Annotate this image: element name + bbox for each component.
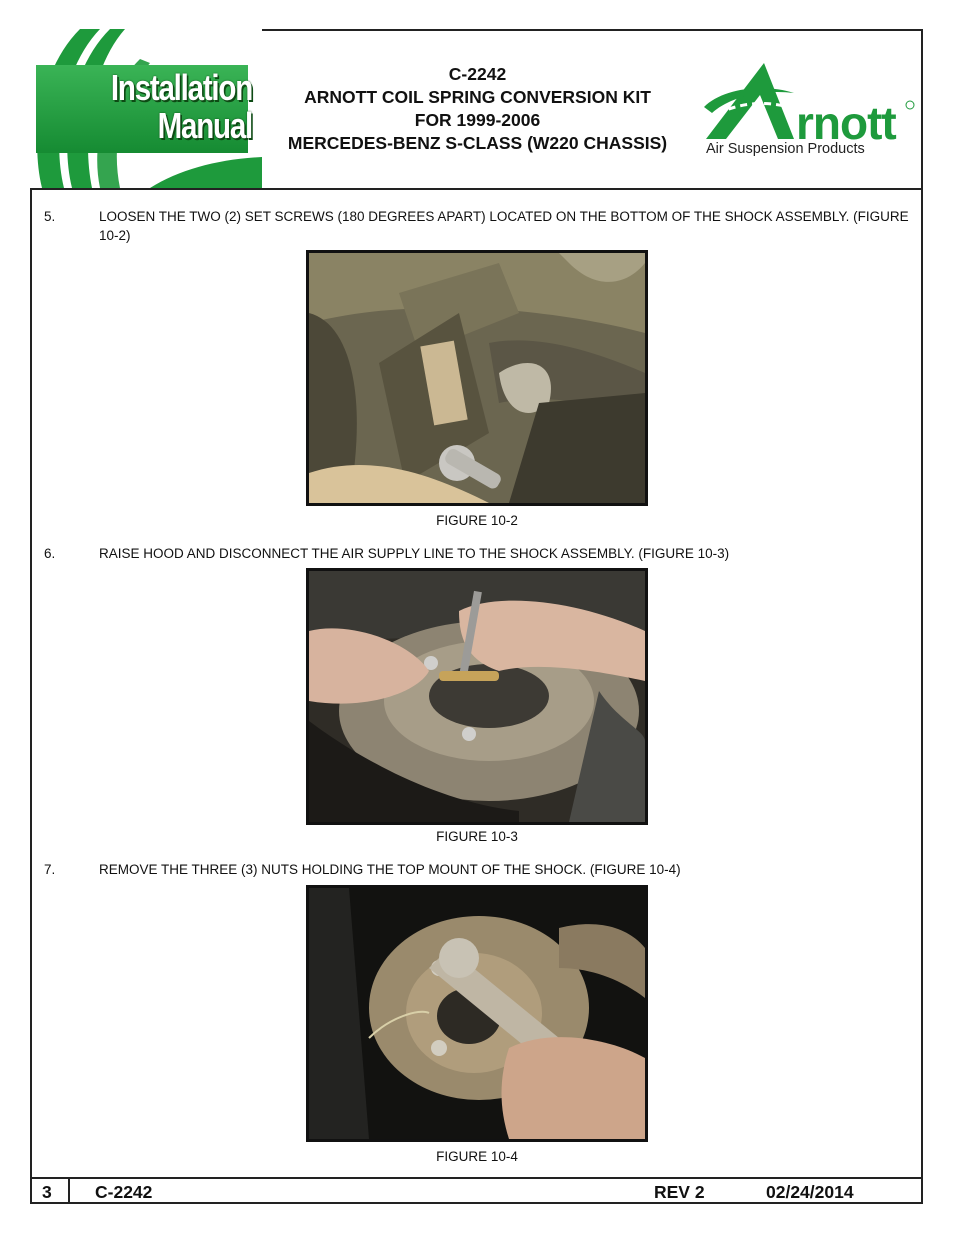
figure-10-4-photo: [306, 885, 648, 1142]
shock-bottom-photo: [309, 253, 645, 503]
logo-tagline: Air Suspension Products: [706, 141, 865, 157]
top-mount-photo: [309, 888, 645, 1139]
figure-caption: FIGURE 10-2: [436, 513, 518, 528]
title-years: FOR 1999-2006: [414, 110, 541, 130]
step-instruction: RAISE HOOD AND DISCONNECT THE AIR SUPPLY LINE TO THE SHOCK ASSEMBLY. (FIGURE 10-3): [99, 546, 730, 561]
title-vehicle: MERCEDES-BENZ S-CLASS (W220 CHASSIS): [287, 133, 668, 153]
badge-line-1: Installation: [110, 67, 252, 108]
figure-10-2-photo: [306, 250, 648, 506]
figure-10-3-photo: [306, 568, 648, 825]
step-number: 7.: [44, 862, 56, 877]
air-line-photo: [309, 571, 645, 822]
footer-revision: REV 2: [654, 1182, 705, 1202]
page-header: [30, 29, 923, 190]
title-part-number: C-2242: [448, 64, 507, 84]
title-kit-name: ARNOTT COIL SPRING CONVERSION KIT: [304, 87, 651, 107]
footer-date: 02/24/2014: [766, 1182, 854, 1202]
step-instruction: LOOSEN THE TWO (2) SET SCREWS (180 DEGREES APART) LOCATED ON THE BOTTOM OF THE SHOCK ASSEMBLY. (FIGURE 10-2): [99, 209, 909, 243]
badge-line-2: Manual: [157, 105, 252, 146]
document-title: [280, 63, 675, 155]
footer-doc-code: C-2242: [95, 1182, 153, 1202]
installation-manual-badge: [30, 29, 262, 188]
step-number: 5.: [44, 209, 56, 224]
page-number: 3: [42, 1182, 52, 1202]
step-number: 6.: [44, 546, 56, 561]
footer-divider: [68, 1179, 70, 1204]
step-instruction: REMOVE THE THREE (3) NUTS HOLDING THE TOP MOUNT OF THE SHOCK. (FIGURE 10-4): [99, 862, 681, 877]
figure-caption: FIGURE 10-4: [436, 1149, 518, 1164]
page-footer: [30, 1177, 923, 1204]
logo-wordmark: rnott: [796, 97, 896, 149]
figure-caption: FIGURE 10-3: [436, 829, 518, 844]
badge-title: [88, 69, 252, 145]
